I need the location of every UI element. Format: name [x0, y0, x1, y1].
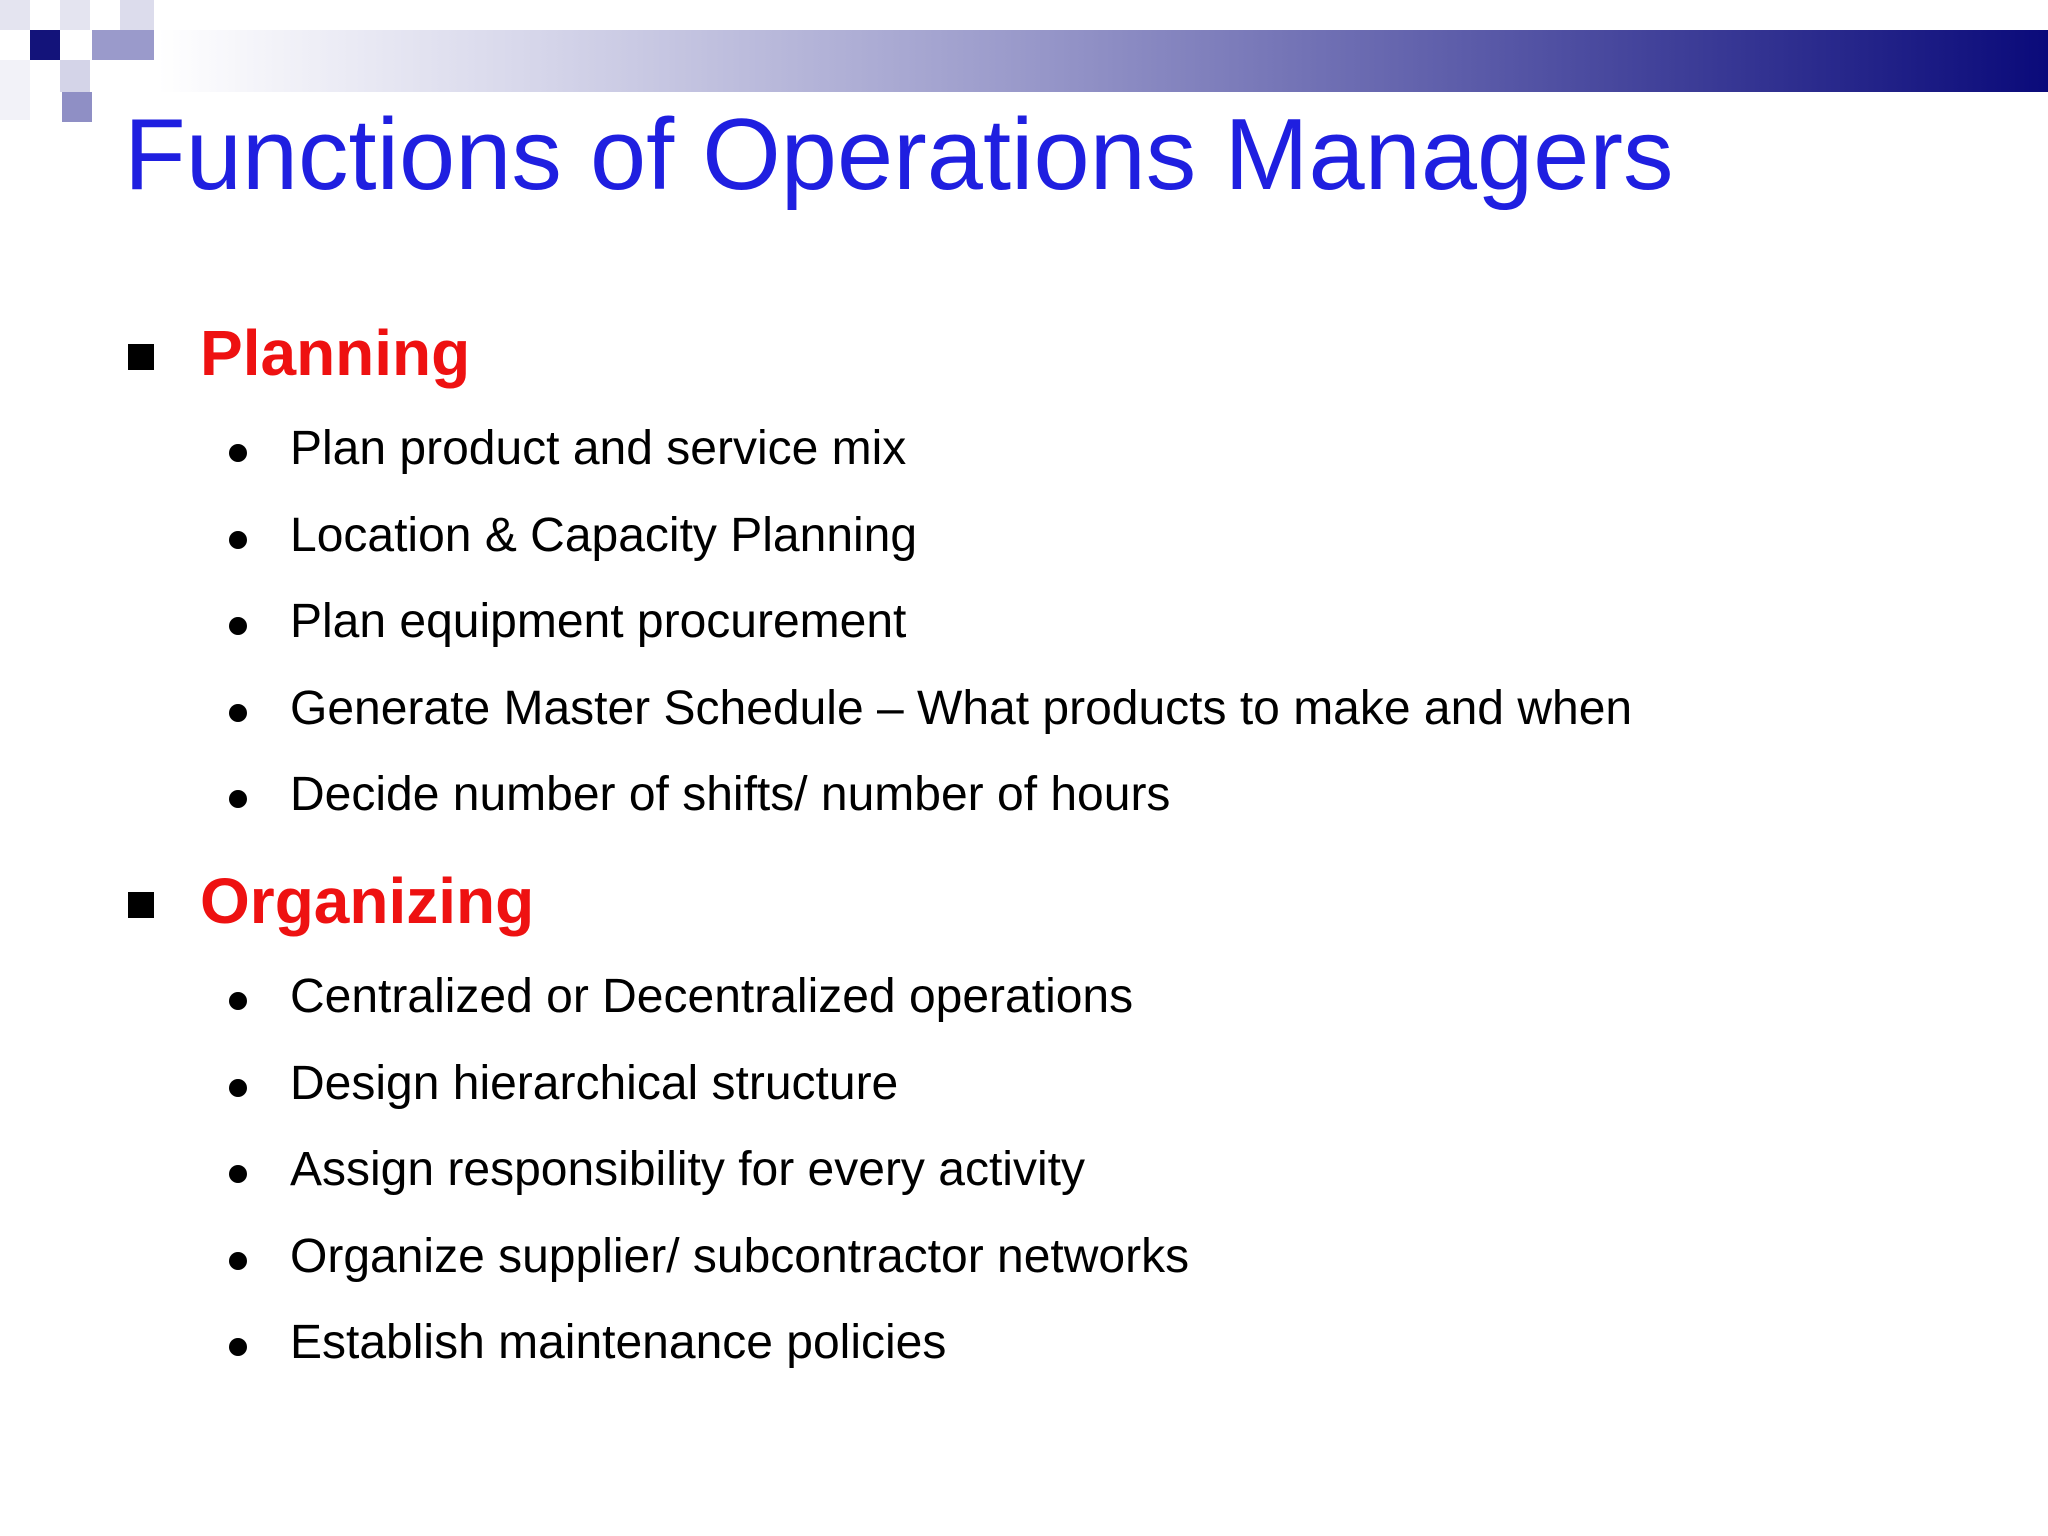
square-bullet-icon	[128, 892, 154, 918]
list-item	[0, 1129, 2048, 1216]
decorative-square	[120, 0, 154, 30]
bullet-dot-icon	[229, 1252, 247, 1270]
list-item	[0, 408, 2048, 495]
decorative-square	[30, 0, 60, 30]
bullet-dot-icon	[229, 790, 247, 808]
list-item	[0, 495, 2048, 582]
list-item-text: Plan product and service mix	[290, 422, 907, 475]
decorative-square	[60, 60, 90, 92]
decorative-square	[92, 30, 154, 60]
list-item	[0, 956, 2048, 1043]
decorative-square	[0, 60, 30, 120]
bullet-dot-icon	[229, 444, 247, 462]
list-item-text: Organize supplier/ subcontractor networks	[290, 1229, 1190, 1283]
bullet-dot-icon	[229, 1338, 247, 1356]
section-heading-row	[0, 318, 2048, 408]
list-item	[0, 668, 2048, 755]
list-item-text: Establish maintenance policies	[290, 1316, 947, 1369]
bullet-dot-icon	[229, 704, 247, 722]
list-item	[0, 581, 2048, 668]
decorative-square	[0, 0, 30, 30]
list-item-text: Centralized or Decentralized operations	[290, 970, 1134, 1023]
list-item	[0, 1302, 2048, 1389]
list-item-text: Design hierarchical structure	[290, 1056, 899, 1110]
bullet-list	[0, 956, 2048, 1389]
list-item-text: Assign responsibility for every activity	[290, 1143, 1085, 1196]
list-item-text: Decide number of shifts/ number of hours	[290, 768, 1171, 821]
list-item	[0, 1216, 2048, 1303]
bullet-dot-icon	[229, 1079, 247, 1097]
section-planning	[0, 318, 2048, 841]
decorative-square	[30, 30, 60, 60]
list-item-text: Generate Master Schedule – What products to make and when	[290, 681, 1633, 735]
bullet-dot-icon	[229, 1165, 247, 1183]
section-heading: Planning	[200, 317, 471, 389]
slide-title: Functions of Operations Managers	[124, 99, 1674, 211]
decorative-square	[62, 92, 92, 122]
decorative-square	[60, 0, 90, 30]
header-gradient-banner	[158, 30, 2048, 92]
bullet-dot-icon	[229, 617, 247, 635]
list-item-text: Plan equipment procurement	[290, 595, 907, 648]
bullet-dot-icon	[229, 992, 247, 1010]
section-heading-row	[0, 866, 2048, 956]
section-organizing	[0, 866, 2048, 1389]
bullet-list	[0, 408, 2048, 841]
list-item	[0, 1043, 2048, 1130]
list-item	[0, 754, 2048, 841]
list-item-text: Location & Capacity Planning	[290, 508, 918, 562]
square-bullet-icon	[128, 344, 154, 370]
bullet-dot-icon	[229, 531, 247, 549]
section-heading: Organizing	[200, 865, 535, 937]
